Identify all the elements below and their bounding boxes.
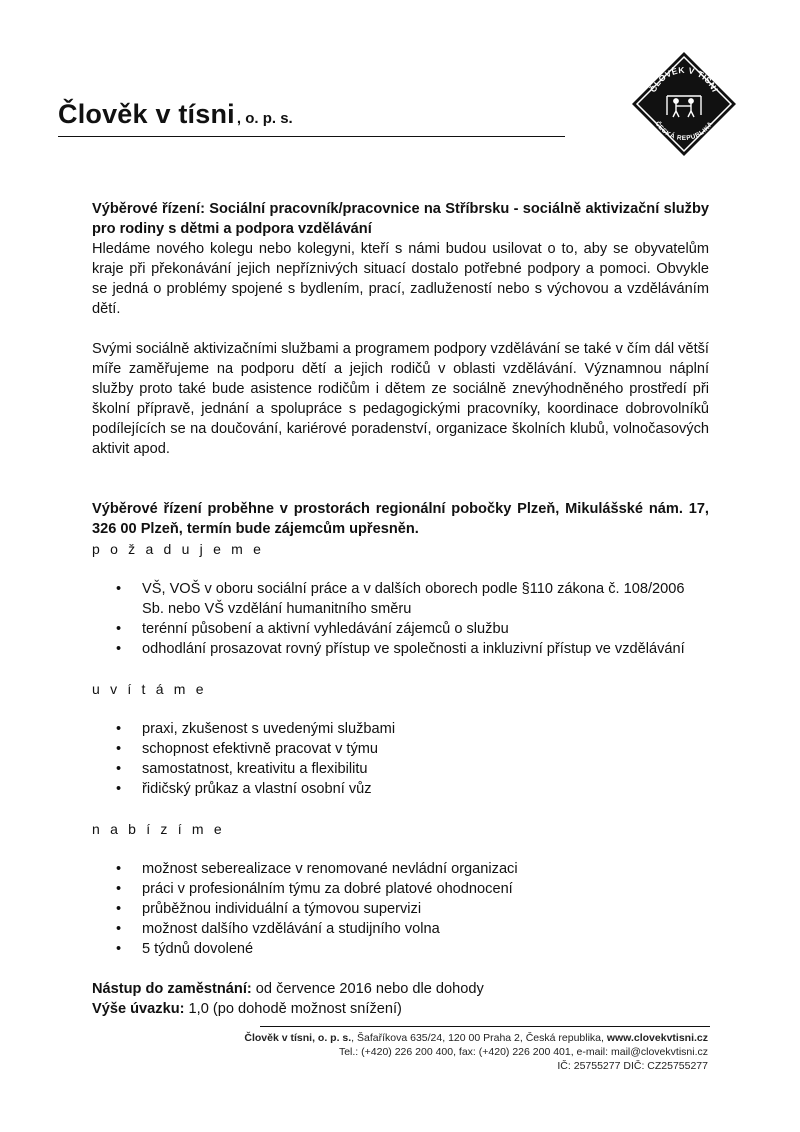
start-date-line <box>92 979 709 999</box>
list-item: • samostatnost, kreativitu a flexibilitu <box>92 759 709 779</box>
footer-address: , Šafaříkova 635/24, 120 00 Praha 2, Česká republika, <box>351 1032 607 1044</box>
footer-ids: IČ: 25755277 DIČ: CZ25755277 <box>557 1060 708 1072</box>
list-item: • možnost seberealizace v renomované nevládní organizaci <box>92 859 709 879</box>
header-divider <box>58 136 565 137</box>
list-item: • řidičský průkaz a vlastní osobní vůz <box>92 779 709 799</box>
position-title: Výběrové řízení: Sociální pracovník/pracovnice na Stříbrsku - sociálně aktivizační služby pro rodiny s dětmi a podpora vzdělávání <box>92 201 709 237</box>
logo-bottom-text: ČESKÁ REPUBLIKA <box>653 120 715 143</box>
offer-list <box>92 859 709 959</box>
footer <box>244 1031 708 1073</box>
list-item: • 5 týdnů dovolené <box>92 939 709 959</box>
welcome-list <box>92 719 709 799</box>
start-date-label: Nástup do zaměstnání: <box>92 981 252 997</box>
list-item: • schopnost efektivně pracovat v týmu <box>92 739 709 759</box>
list-item: • práci v profesionálním týmu za dobré platové ohodnocení <box>92 879 709 899</box>
footer-org: Člověk v tísni, o. p. s. <box>244 1032 352 1044</box>
footer-address-line <box>244 1031 708 1045</box>
list-item: • VŠ, VOŠ v oboru sociální práce a v dalších oborech podle §110 zákona č. 108/2006 Sb. nebo VŠ vzdělání humanitního směru <box>92 579 709 619</box>
list-item: • terénní působení a aktivní vyhledávání zájemců o službu <box>92 619 709 639</box>
list-item: • praxi, zkušenost s uvedenými službami <box>92 719 709 739</box>
workload-value: 1,0 (po dohodě možnost snížení) <box>184 1001 402 1017</box>
offer-heading: n a b í z í m e <box>92 821 225 837</box>
intro-paragraph-1: Hledáme nového kolegu nebo kolegyni, kteří s námi budou usilovat o to, aby se obyvatelům kraje při překonávání jejich nepříznivých situací dostalo potřebné podpory a pomoci. Obvykle se jedná o problémy spojené s bydlením, prací, zadlužeností nebo s výchovou a vzděláváním dětí. <box>92 241 709 317</box>
list-item: • průběžnou individuální a týmovou supervizi <box>92 899 709 919</box>
start-date-value: od července 2016 nebo dle dohody <box>251 981 484 997</box>
footer-website-link[interactable]: www.clovekvtisni.cz <box>606 1032 708 1044</box>
document-body <box>92 199 709 1019</box>
organization-brand <box>58 99 293 130</box>
brand-name: Člověk v tísni <box>58 99 235 129</box>
organization-logo <box>631 51 737 157</box>
footer-divider <box>260 1026 710 1027</box>
welcome-heading: u v í t á m e <box>92 681 207 697</box>
workload-line <box>92 999 709 1019</box>
workload-label: Výše úvazku: <box>92 1001 185 1017</box>
selection-location: Výběrové řízení proběhne v prostorách regionální pobočky Plzeň, Mikulášské nám. 17, 326 00 Plzeň, termín bude zájemcům upřesněn. <box>92 501 709 537</box>
logo-top-text: ČLOVĚK V TÍSNI <box>647 64 721 94</box>
footer-contacts: Tel.: (+420) 226 200 400, fax: (+420) 226 200 401, e-mail: mail@clovekvtisni.cz <box>338 1046 708 1058</box>
brand-suffix: , o. p. s. <box>236 110 293 127</box>
requirements-list <box>92 579 709 659</box>
list-item: • odhodlání prosazovat rovný přístup ve společnosti a inkluzivní přístup ve vzdělávání <box>92 639 709 659</box>
list-item: • možnost dalšího vzdělávání a studijního volna <box>92 919 709 939</box>
intro-paragraph-2: Svými sociálně aktivizačními službami a programem podpory vzdělávání se také v čím dál větší míře zaměřujeme na podporu dětí a jejich rodičů v oblasti vzdělávání. Významnou náplní služby proto také bude asistence rodičům i dětem ze sociálně znevýhodněného prostředí při školní přípravě, jednání a spolupráce s pedagogickými pracovníky, koordinace dobrovolníků podílejících se na doučování, kariérové poradenství, organizace školních klubů, volnočasových aktivit apod. <box>92 341 709 457</box>
requirements-heading: p o ž a d u j e m e <box>92 541 265 557</box>
